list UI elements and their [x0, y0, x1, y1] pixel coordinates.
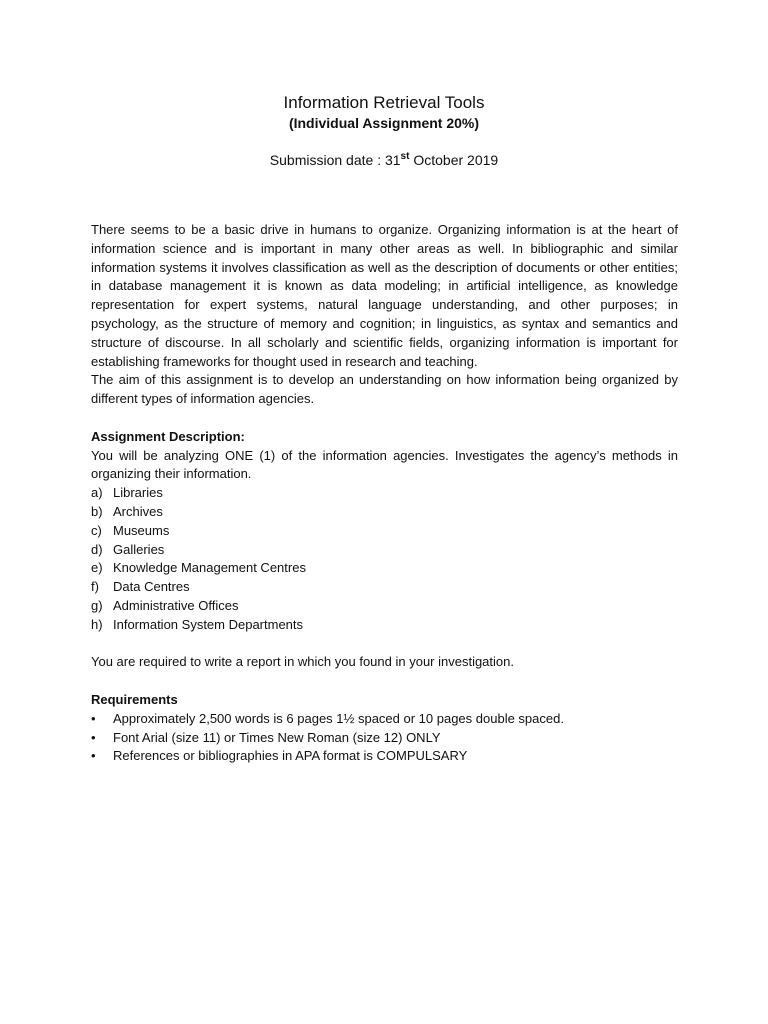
- document-body: [91, 221, 678, 766]
- aim-paragraph: The aim of this assignment is to develop an understanding on how information being organized by different types of information agencies.: [91, 372, 678, 407]
- submission-date-prefix: Submission date : 31: [269, 152, 401, 168]
- list-item-label: g): [91, 597, 103, 613]
- assignment-text: You will be analyzing ONE (1) of the information agencies. Investigates the agency’s methods in organizing their information.: [91, 447, 678, 482]
- bullet-icon: •: [91, 729, 96, 745]
- list-item: [91, 729, 678, 748]
- document-title: Information Retrieval Tools: [283, 93, 485, 112]
- submission-date: [0, 150, 768, 170]
- list-item-label: c): [91, 522, 102, 538]
- list-item-label: h): [91, 616, 103, 632]
- list-item-text: Data Centres: [113, 579, 190, 595]
- spacer: [91, 635, 678, 654]
- submission-date-ordinal: st: [400, 151, 410, 162]
- list-item-label: e): [91, 560, 103, 576]
- list-item-text: Galleries: [113, 541, 165, 557]
- submission-date-suffix: October 2019: [409, 152, 499, 168]
- list-item: [91, 578, 678, 597]
- document-subtitle: (Individual Assignment 20%): [288, 115, 480, 131]
- closing-text: You are required to write a report in which you found in your investigation.: [91, 654, 514, 670]
- intro-paragraph: There seems to be a basic drive in humans to organize. Organizing information is at the heart of information science and is important in many other areas as well. In bibliographic and similar information systems it involves classification as well as the description of documents or other entities; in database management it is known as data modeling; in artificial intelligence, as knowledge representation for expert systems, natural language understanding, and other purposes; in psychology, as the structure of memory and cognition; in linguistics, as syntax and semantics and structure of discourse. In all scholarly and scientific fields, organizing information is important for establishing frameworks for thought used in research and teaching.: [91, 222, 678, 369]
- list-item-text: Archives: [113, 503, 163, 519]
- list-item: [91, 541, 678, 560]
- list-item-text: Font Arial (size 11) or Times New Roman (size 12) ONLY: [113, 729, 441, 745]
- list-item-label: a): [91, 485, 103, 501]
- list-item: [91, 597, 678, 616]
- bullet-icon: •: [91, 748, 96, 764]
- list-item-text: References or bibliographies in APA format is COMPULSARY: [113, 748, 468, 764]
- list-item-label: d): [91, 541, 103, 557]
- list-item: [91, 484, 678, 503]
- list-item: [91, 747, 678, 766]
- list-item-text: Libraries: [113, 485, 163, 501]
- requirements-list: [91, 710, 678, 766]
- list-item: [91, 522, 678, 541]
- list-item-label: f): [91, 579, 99, 595]
- requirements-heading: Requirements: [91, 691, 178, 707]
- bullet-icon: •: [91, 710, 96, 726]
- document-header: [0, 92, 768, 170]
- list-item-text: Approximately 2,500 words is 6 pages 1½ spaced or 10 pages double spaced.: [113, 710, 564, 726]
- assignment-heading: Assignment Description:: [91, 428, 245, 444]
- list-item-label: b): [91, 503, 103, 519]
- list-item: [91, 616, 678, 635]
- list-item-text: Knowledge Management Centres: [113, 560, 306, 576]
- list-item: [91, 710, 678, 729]
- list-item: [91, 503, 678, 522]
- list-item: [91, 559, 678, 578]
- agency-list: [91, 484, 678, 634]
- list-item-text: Administrative Offices: [113, 597, 239, 613]
- list-item-text: Museums: [113, 522, 170, 538]
- list-item-text: Information System Departments: [113, 616, 304, 632]
